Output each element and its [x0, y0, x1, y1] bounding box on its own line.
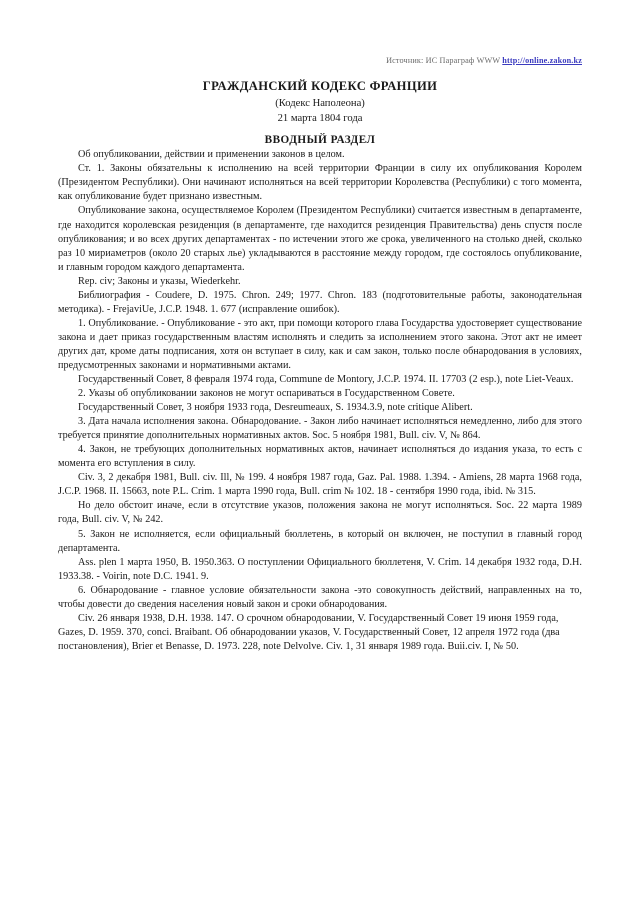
paragraph-citation-ass-plen: Ass. plen 1 марта 1950, В. 1950.363. О поступлении Официального бюллетеня, V. Crim. 14 декабря 1932 года, D.H. 1933.38. - Voirin, note D.C. 1941. 9.	[58, 556, 582, 582]
paragraph-intro: Об опубликовании, действии и применении законов в целом.	[78, 149, 345, 161]
paragraph-citation-desreumeaux: Государственный Совет, 3 ноября 1933 года, Desreumeaux, S. 1934.3.9, note critique Alibert.	[78, 402, 473, 414]
source-url-link[interactable]: http://online.zakon.kz	[502, 56, 582, 65]
document-title: ГРАЖДАНСКИЙ КОДЕКС ФРАНЦИИ	[202, 79, 438, 93]
paragraph-article-1: Ст. 1. Законы обязательны к исполнению на всей территории Франции в силу их опубликования Королем (Президентом Республики). Они начинают исполняться на всей территории Королевства (Республики) с того момента, как опубликование будет признано известным.	[58, 163, 582, 203]
document-subtitle: (Кодекс Наполеона)	[275, 97, 365, 109]
paragraph-note-3: 3. Дата начала исполнения закона. Обнародование. - Закон либо начинает исполняться немедленно, либо для этого требуется принятие дополнительных нормативных актов. Soc. 5 ноября 1981, Bull. civ. V, № 864.	[58, 416, 582, 442]
paragraph-note-4: 4. Закон, не требующих дополнительных нормативных актов, начинает исполняться до издания указа, то есть с момента его вступления в силу.	[58, 444, 582, 470]
paragraph-citation-civ-3: Civ. 3, 2 декабря 1981, Bull. civ. Ill, № 199. 4 ноября 1987 года, Gaz. Pal. 1988. 1.394. - Amiens, 28 марта 1968 года, J.C.P. 1968. II. 15663, note P.L. Crim. 1 марта 1990 года, Bull. crim № 102. 18 - сентября 1990 года, ibid. № 315.	[58, 472, 582, 498]
paragraph-citation-civ-1938: Civ. 26 января 1938, D.H. 1938. 147. О срочном обнародовании, V. Государственный Совет 19 июня 1959 года, Gazes, D. 1959. 370, conci. Braibant. Об обнародовании указов, V. Государственный Совет, 12 апреля 1972 года (два постановления), Brier et Benasse, D. 1973. 228, note Delvolve. Civ. 1, 31 января 1989 года. Buii.civ. I, № 50.	[58, 612, 560, 652]
paragraph-note-1: 1. Опубликование. - Опубликование - это акт, при помощи которого глава Государства удостоверяет существование закона и дает приказ государственным властям исполнять и следить за исполнением этого закона. Этот акт не имеет других дат, кроме даты подписания, хотя он вступает в силу, как и сам закон, только после обнародования в условиях, предусмотренных законами и нормативными актами.	[58, 317, 582, 371]
paragraph-note-2: 2. Указы об опубликовании законов не могут оспариваться в Государственном Совете.	[78, 388, 455, 400]
paragraph-rep-civ-reference: Rep. civ; Законы и указы, Wiederkehr.	[78, 275, 241, 287]
paragraph-publication-known: Опубликование закона, осуществляемое Королем (Президентом Республики) считается известным в департаменте, где находится королевская резиденция (в департаменте, где находится резиденция Правительства) день спустя после опубликования; и во всех других департаментах - по истечении этого же срока, увеличенного на столько дней, сколько раз 10 мириаметров (около 20 старых лье) укладываются в расстояние между городом, где состоялось опубликование, и главным городом каждого департамента.	[58, 205, 582, 273]
source-attribution	[58, 56, 582, 65]
section-heading: ВВОДНЫЙ РАЗДЕЛ	[264, 134, 376, 147]
source-label: Источник: ИС Параграф WWW	[386, 56, 501, 65]
paragraph-exception-decrees: Но дело обстоит иначе, если в отсутствие указов, положения закона не могут исполняться. Soc. 22 марта 1989 года, Bull. civ. V, № 242.	[58, 500, 582, 526]
paragraph-note-6: 6. Обнародование - главное условие обязательности закона -это совокупность действий, направленных на то, чтобы довести до сведения населения новый закон и сроки обнародования.	[58, 584, 582, 610]
paragraph-bibliography: Библиография - Coudere, D. 1975. Chron. 249; 1977. Chron. 183 (подготовительные работы, законодательная методика). - FrejaviUe, J.C.P. 1948. 1. 677 (исправление ошибок).	[58, 289, 582, 315]
paragraph-note-5: 5. Закон не исполняется, если официальный бюллетень, в который он включен, не поступил в главный город департамента.	[58, 528, 582, 554]
document-body	[58, 148, 582, 654]
paragraph-citation-montory: Государственный Совет, 8 февраля 1974 года, Commune de Montory, J.C.P. 1974. II. 17703 (2 esp.), note Liet-Veaux.	[78, 374, 574, 386]
document-date: 21 марта 1804 года	[277, 112, 363, 124]
